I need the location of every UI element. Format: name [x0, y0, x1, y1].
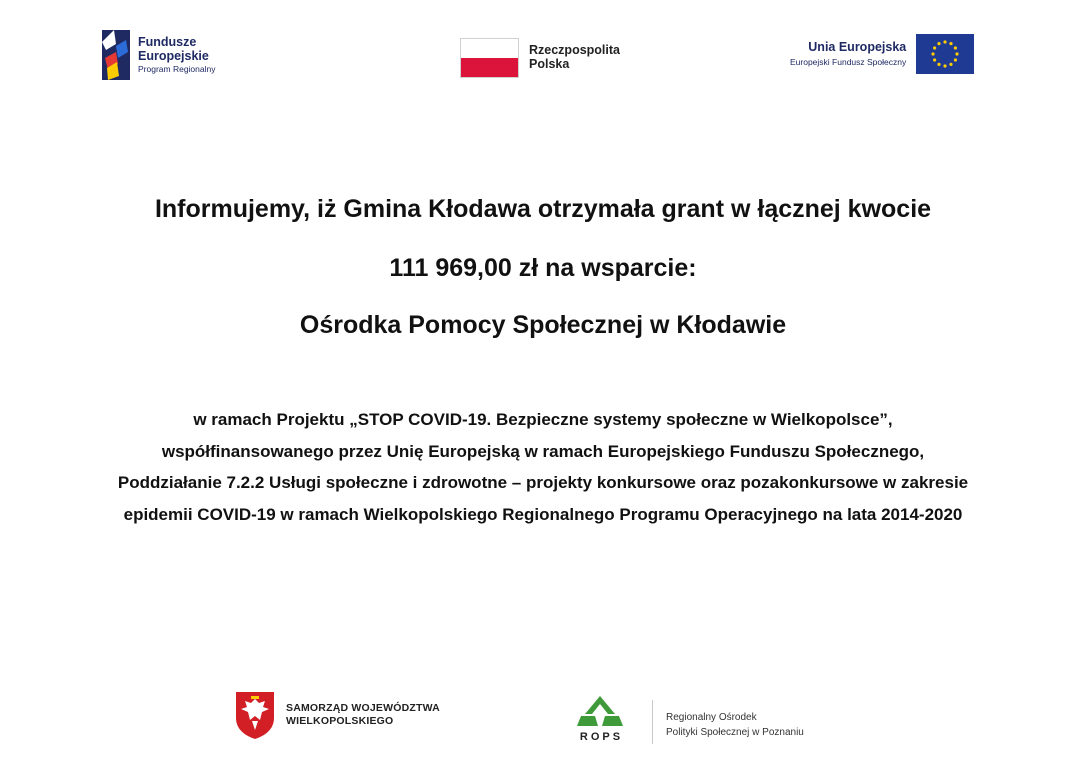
rops-logo [572, 694, 628, 743]
fundusze-line3: Program Regionalny [138, 63, 216, 74]
fundusze-europejskie-icon [102, 30, 130, 80]
eu-flag-icon [916, 34, 974, 74]
project-description-line: współfinansowanego przez Unię Europejską w ramach Europejskiego Funduszu Społecznego, [161, 441, 925, 461]
rzeczpospolita-line1: Rzeczpospolita [529, 43, 620, 58]
fundusze-europejskie-logo [102, 30, 215, 80]
logo-divider [652, 700, 653, 744]
rops-line1: Regionalny Ośrodek [666, 712, 757, 723]
eagle-coat-of-arms-icon [234, 690, 276, 740]
samorzad-line1: SAMORZĄD WOJEWÓDZTWA [286, 702, 440, 715]
rzeczpospolita-line2: Polska [529, 57, 570, 71]
rzeczpospolita-polska-logo [460, 38, 620, 78]
rops-line2: Polityki Społecznej w Poznaniu [666, 726, 804, 738]
fundusze-line1: Fundusze [138, 35, 197, 50]
polish-flag-icon [460, 38, 519, 78]
samorzad-line2: WIELKOPOLSKIEGO [286, 715, 394, 727]
project-description [0, 404, 1086, 530]
samorzad-wojewodztwa-logo [234, 690, 440, 740]
unia-europejska-logo [790, 34, 974, 74]
rops-full-name [666, 711, 804, 740]
fundusze-line2: Europejskie [138, 48, 209, 63]
headline-beneficiary: Ośrodka Pomocy Społecznej w Kłodawie [299, 311, 787, 339]
headline-grant-amount: 111 969,00 zł na wsparcie: [389, 254, 697, 282]
unia-line1: Unia Europejska [808, 40, 907, 55]
unia-line2: Europejski Fundusz Społeczny [790, 56, 907, 67]
headline-line-1: Informujemy, iż Gmina Kłodawa otrzymała grant w łącznej kwocie [154, 195, 932, 223]
rops-label: ROPS [579, 731, 624, 743]
project-description-line: w ramach Projektu „STOP COVID-19. Bezpieczne systemy społeczne w Wielkopolsce”, [193, 410, 893, 429]
project-description-line: Poddziałanie 7.2.2 Usługi społeczne i zdrowotne – projekty konkursowe oraz pozakonkursowe w zakresie [117, 473, 969, 492]
project-description-line: epidemii COVID-19 w ramach Wielkopolskiego Regionalnego Programu Operacyjnego na lata 2014-2020 [123, 504, 963, 524]
rops-icon [575, 694, 625, 728]
